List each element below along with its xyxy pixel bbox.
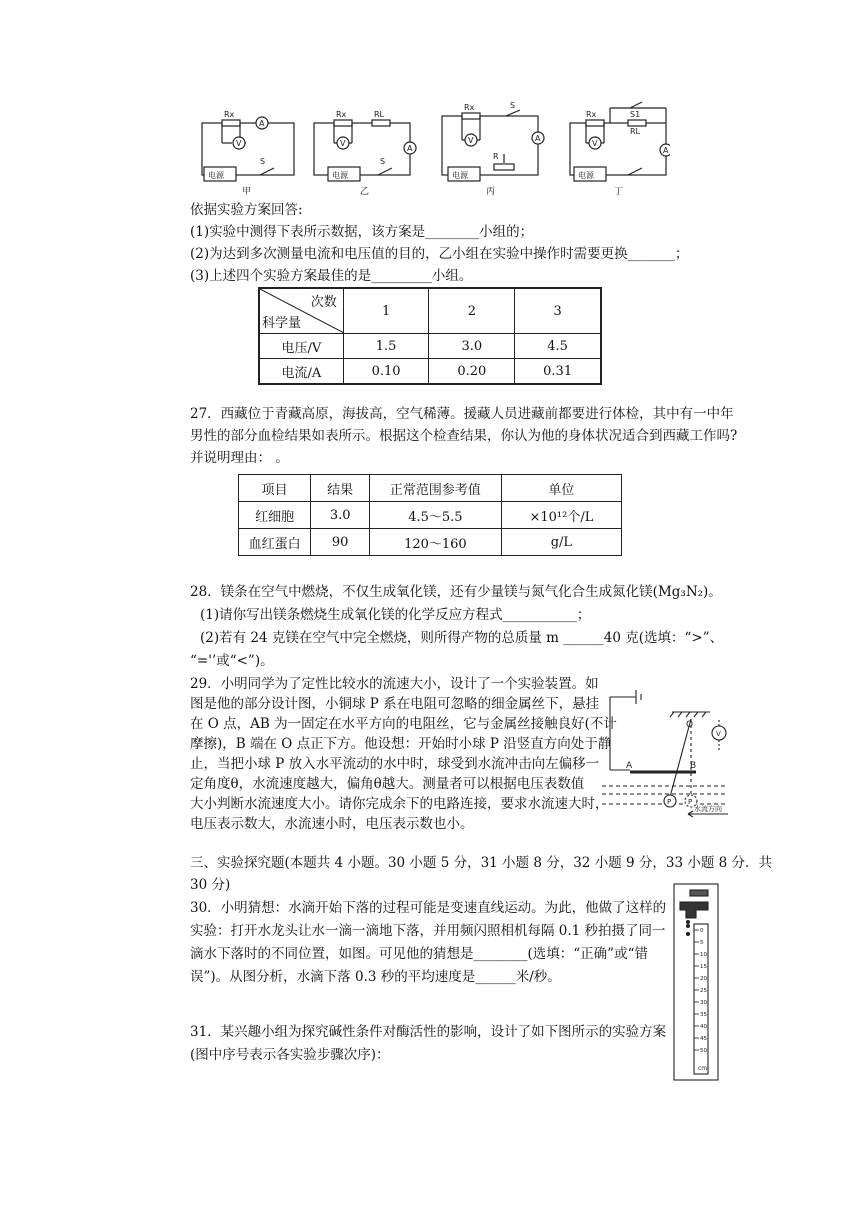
ruler-tick-label: 5 — [700, 940, 704, 946]
cell: 90 — [311, 529, 370, 556]
q28-sub1: (1)请你写出镁条燃烧生成氧化镁的化学反应方程式___________； — [200, 607, 591, 623]
q27-text2: 男性的部分血检结果如表所示。根据这个检查结果，你认为他的身体状况适合到西藏工作吗? — [190, 428, 738, 444]
q26-sub1: (1)实验中测得下表所示数据，该方案是________小组的； — [190, 224, 534, 240]
ruler-tick-label: 0 — [700, 928, 704, 934]
q29-line: 在 O 点，AB 为一固定在水平方向的电阻丝，它与金属丝接触良好(不计 — [190, 716, 617, 732]
cell: 4.5 — [515, 334, 601, 359]
q30-line: 30．小明猜想：水滴开始下落的过程可能是变速直线运动。为此，他做了这样的 — [190, 900, 667, 916]
q31-line: 31．某兴趣小组为探究碱性条件对酶活性的影响，设计了如下图所示的实验方案 — [190, 1024, 667, 1040]
svg-text:R: R — [493, 152, 499, 161]
col-header: 正常范围参考值 — [369, 475, 501, 502]
circuit-diagrams-svg — [190, 98, 670, 198]
svg-text:S: S — [510, 101, 516, 110]
q26-sub3: (3)上述四个实验方案最佳的是_________小组。 — [190, 268, 473, 284]
corner-top-label: 次数 — [310, 295, 337, 310]
q27-text3: 并说明理由： 。 — [190, 450, 289, 466]
svg-text:RL: RL — [630, 127, 641, 136]
point-b-label: B — [690, 761, 697, 771]
voltmeter-label: V — [236, 139, 242, 148]
q29-apparatus-svg — [600, 684, 730, 824]
cell: 4.5～5.5 — [369, 502, 501, 529]
q31-line: (图中序号表示各实验步骤次序)： — [190, 1047, 390, 1063]
q29-line: 电压表示数大，水流速小时，电压表示数也小。 — [190, 816, 474, 832]
svg-text:电源: 电源 — [452, 171, 468, 180]
cell: 0.20 — [429, 359, 515, 385]
ruler-unit-label: cm — [698, 1065, 708, 1072]
row-label: 电压/V — [259, 334, 343, 359]
col-header: 单位 — [501, 475, 621, 502]
cell: 红细胞 — [239, 502, 311, 529]
svg-text:A: A — [407, 144, 413, 153]
svg-text:电源: 电源 — [578, 171, 594, 180]
col-header: 1 — [343, 288, 429, 334]
q29-apparatus-diagram — [600, 684, 730, 824]
svg-text:RL: RL — [374, 110, 385, 119]
q27-text1: 27．西藏位于青藏高原，海拔高，空气稀薄。援藏人员进藏前都要进行体检，其中有一中年 — [190, 406, 734, 422]
ammeter-label: A — [259, 119, 265, 128]
circuit-label-bing: 丙 — [486, 187, 496, 197]
q26-sub2: (2)为达到多次测量电流和电压值的目的，乙小组在实验中操作时需要更换_______； — [190, 246, 689, 262]
switch-label: S — [260, 157, 266, 166]
ruler-tick-label: 50 — [700, 1048, 707, 1054]
cell: 120～160 — [369, 529, 501, 556]
q29-line: 止，当把小球 P 放入水平流动的水中时，球受到水流冲击向左偏移一 — [190, 756, 600, 772]
ruler-tick-label: 35 — [700, 1012, 707, 1018]
q29-line: 定角度θ，水流速度越大，偏角θ越大。测量者可以根据电压表数值 — [190, 776, 585, 792]
q30-line: 误”)。从图分析，水滴下落 0.3 秒的平均速度是______米/秒。 — [190, 969, 561, 985]
q26-data-table — [258, 287, 602, 385]
ball-p-label: P — [688, 798, 693, 806]
ruler-ticks — [694, 928, 707, 1054]
ruler-tick-label: 25 — [700, 988, 707, 994]
cell: 血红蛋白 — [239, 529, 311, 556]
svg-text:V: V — [592, 139, 598, 148]
cell: 3.0 — [311, 502, 370, 529]
svg-text:Rx: Rx — [586, 110, 597, 119]
q29-line: 摩擦)，B 端在 O 点正下方。他设想：开始时小球 P 沿竖直方向处于静 — [190, 736, 612, 752]
cell: 0.10 — [343, 359, 429, 385]
rx-label: Rx — [224, 110, 235, 119]
table-row — [259, 334, 601, 359]
table-row — [259, 359, 601, 385]
point-a-label: A — [626, 761, 633, 771]
section3-line1: 三、实验探究题(本题共 4 小题。30 小题 5 分，31 小题 8 分，32 小题 9 分，33 小题 8 分．共 — [190, 855, 773, 871]
svg-text:V: V — [340, 139, 346, 148]
col-header: 项目 — [239, 475, 311, 502]
corner-bottom-label: 科学量 — [262, 316, 302, 331]
cell: ×10¹²个/L — [501, 502, 621, 529]
q27-blood-table — [238, 474, 622, 556]
svg-text:Rx: Rx — [464, 103, 475, 112]
circuit-label-jia: 甲 — [242, 187, 252, 197]
ruler-tick-label: 10 — [700, 952, 707, 958]
table-row — [239, 502, 622, 529]
q30-line: 滴水下落时的不同位置，如图。可见他的猜想是________(选填：“正确”或“错 — [190, 946, 648, 962]
ruler-tick-label: 40 — [700, 1024, 707, 1030]
ruler-tick-label: 20 — [700, 976, 707, 982]
q30-faucet-ruler-figure — [672, 882, 720, 1082]
ball-p-label: P — [667, 798, 672, 806]
q29-line: 大小判断水流速度大小。请你完成余下的电路连接，要求水流速大时， — [190, 796, 609, 812]
col-header: 结果 — [311, 475, 370, 502]
ruler-tick-label: 15 — [700, 964, 707, 970]
cell: g/L — [501, 529, 621, 556]
svg-text:S: S — [380, 157, 386, 166]
circuit-label-yi: 乙 — [360, 187, 370, 197]
point-o-label: O — [686, 720, 694, 730]
q30-line: 实验：打开水龙头让水一滴一滴地下落，并用频闪照相机每隔 0.1 秒拍摄了同一 — [190, 923, 666, 939]
circuit-label-ding: 丁 — [614, 187, 624, 197]
cell: 1.5 — [343, 334, 429, 359]
q28-sub2: (2)若有 24 克镁在空气中完全燃烧，则所得产物的总质量 m ______40 克(选填：“>”、 — [200, 630, 724, 646]
voltmeter-label: V — [716, 730, 721, 738]
circuit-diagrams — [190, 98, 670, 198]
svg-text:A: A — [663, 146, 669, 155]
q29-line: 29．小明同学为了定性比较水的流速大小，设计了一个实验装置。如 — [190, 676, 599, 692]
svg-text:V: V — [468, 136, 474, 145]
q28-text: 28．镁条在空气中燃烧，不仅生成氧化镁，还有少量镁与氮气化合生成氮化镁(Mg₃N₂)。 — [190, 584, 722, 600]
col-header: 3 — [515, 288, 601, 334]
q28-sub2b: “='’或“<”)。 — [190, 653, 274, 669]
cell: 3.0 — [429, 334, 515, 359]
svg-text:S1: S1 — [630, 110, 641, 119]
cell: 0.31 — [515, 359, 601, 385]
q29-paragraph — [190, 674, 617, 834]
col-header: 2 — [429, 288, 515, 334]
ruler-tick-label: 30 — [700, 1000, 707, 1006]
svg-text:电源: 电源 — [332, 171, 348, 180]
table-corner-cell — [259, 288, 343, 334]
q26-intro: 依据实验方案回答: — [190, 202, 303, 218]
q30-faucet-svg — [672, 882, 720, 1082]
table-row — [239, 529, 622, 556]
section3-line2: 30 分) — [190, 877, 231, 893]
svg-text:A: A — [535, 134, 541, 143]
row-label: 电流/A — [259, 359, 343, 385]
power-label: 电源 — [208, 171, 224, 180]
svg-text:Rx: Rx — [336, 110, 347, 119]
q29-line: 图是他的部分设计图，小铜球 P 系在电阻可忽略的细金属丝下，悬挂 — [190, 696, 600, 712]
flow-direction-label: 水流方向 — [694, 805, 722, 813]
ruler-tick-label: 45 — [700, 1036, 707, 1042]
